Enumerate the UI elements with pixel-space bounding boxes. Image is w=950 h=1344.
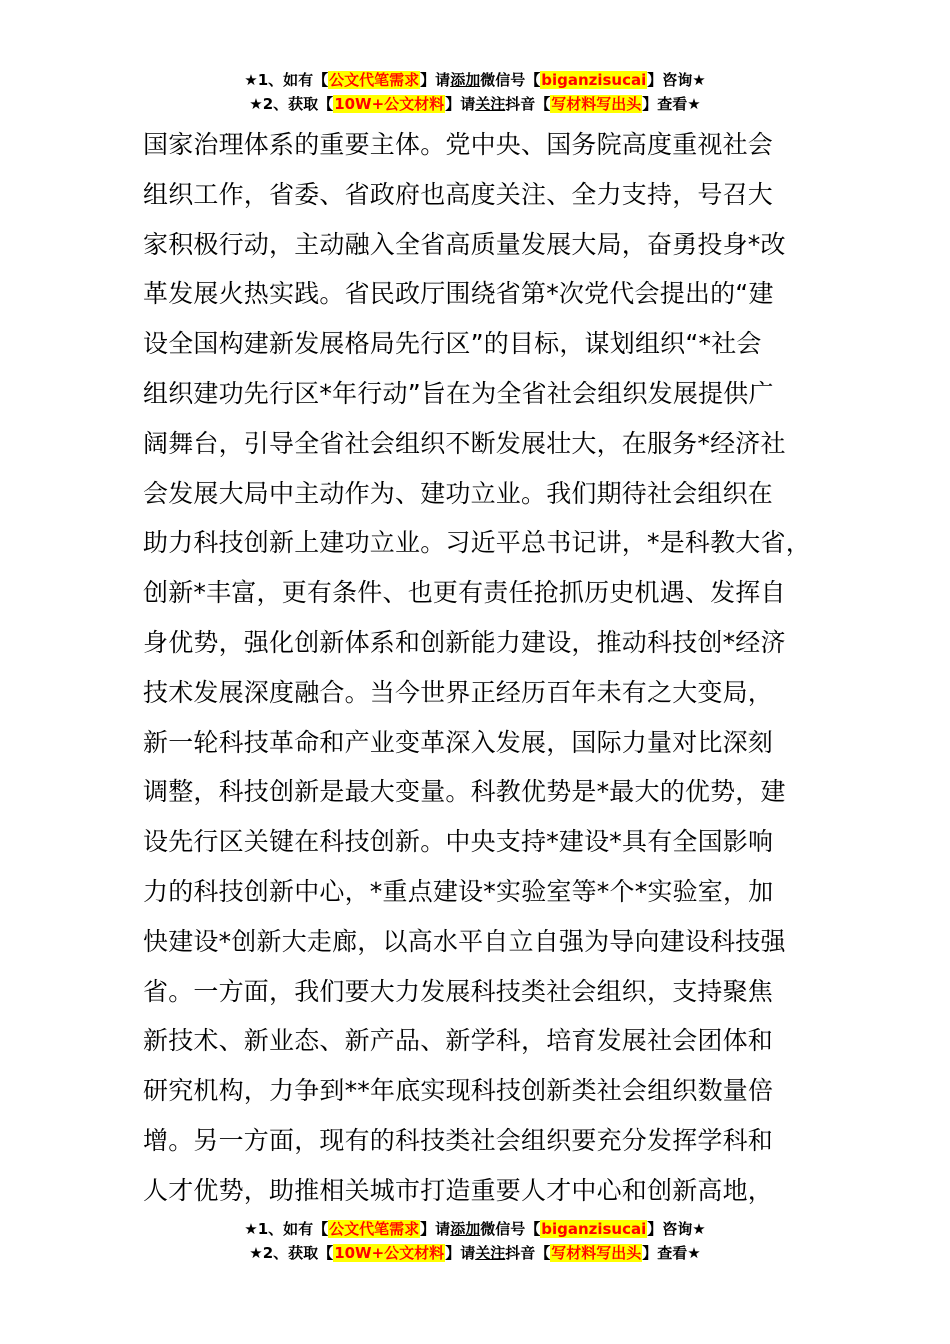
body-line: 调整，科技创新是最大变量。科教优势是*最大的优势，建 bbox=[143, 777, 786, 807]
body-line: 阔舞台，引导全省社会组织不断发展壮大，在服务*经济社 bbox=[143, 428, 786, 458]
promo-line-2-mid: 】请 bbox=[445, 95, 476, 113]
promo-line-1-prefix: ★1、如有【 bbox=[244, 71, 329, 89]
promo-line-1-underline: 添加 bbox=[450, 71, 481, 89]
promo-line-2 bbox=[0, 1241, 950, 1265]
promo-line-2-highlight-douyin: 写材料写出头 bbox=[551, 95, 642, 113]
promo-line-1 bbox=[0, 1217, 950, 1241]
body-line: 新一轮科技革命和产业变革深入发展，国际力量对比深刻 bbox=[143, 727, 774, 757]
promo-line-2-suffix: 】查看★ bbox=[642, 1244, 701, 1262]
promo-line-2-prefix: ★2、获取【 bbox=[249, 1244, 334, 1262]
promo-line-1-mid2: 微信号【 bbox=[480, 71, 541, 89]
promo-line-1-suffix: 】咨询★ bbox=[647, 1220, 706, 1238]
promo-line-2-prefix: ★2、获取【 bbox=[249, 95, 334, 113]
promo-line-1-mid2: 微信号【 bbox=[480, 1220, 541, 1238]
promo-line-2-underline: 关注 bbox=[475, 95, 506, 113]
body-line: 会发展大局中主动作为、建功立业。我们期待社会组织在 bbox=[143, 478, 774, 508]
promo-line-1-highlight-wechat: biganzisucai bbox=[541, 1220, 647, 1238]
promo-line-2 bbox=[0, 92, 950, 116]
promo-line-1-underline: 添加 bbox=[450, 1220, 481, 1238]
promo-line-1-highlight-service: 公文代笔需求 bbox=[329, 1220, 420, 1238]
body-line: 组织建功先行区*年行动”旨在为全省社会组织发展提供广 bbox=[143, 378, 774, 408]
body-line: 设全国构建新发展格局先行区”的目标，谋划组织“*社会 bbox=[143, 329, 762, 359]
body-line: 技术发展深度融合。当今世界正经历百年未有之大变局， bbox=[143, 677, 774, 707]
body-line: 设先行区关键在科技创新。中央支持*建设*具有全国影响 bbox=[143, 827, 774, 857]
body-line: 研究机构，力争到**年底实现科技创新类社会组织数量倍 bbox=[143, 1076, 774, 1106]
promo-line-2-suffix: 】查看★ bbox=[642, 95, 701, 113]
body-line: 助力科技创新上建功立业。习近平总书记讲，*是科教大省， bbox=[143, 528, 811, 558]
body-line: 创新*丰富，更有条件、也更有责任抢抓历史机遇、发挥自 bbox=[143, 578, 786, 608]
promo-line-2-mid: 】请 bbox=[445, 1244, 476, 1262]
body-line: 快建设*创新大走廊，以高水平自立自强为导向建设科技强 bbox=[143, 926, 786, 956]
bottom-promo-banner bbox=[0, 1217, 950, 1265]
body-line: 身优势，强化创新体系和创新能力建设，推动科技创*经济 bbox=[143, 627, 786, 657]
body-line: 增。另一方面，现有的科技类社会组织要充分发挥学科和 bbox=[143, 1125, 774, 1155]
body-line: 省。一方面，我们要大力发展科技类社会组织，支持聚焦 bbox=[143, 976, 774, 1006]
top-promo-banner bbox=[0, 68, 950, 116]
promo-line-2-highlight-douyin: 写材料写出头 bbox=[551, 1244, 642, 1262]
body-line: 国家治理体系的重要主体。党中央、国务院高度重视社会 bbox=[143, 130, 774, 159]
promo-line-1 bbox=[0, 68, 950, 92]
promo-line-1-highlight-service: 公文代笔需求 bbox=[329, 71, 420, 89]
promo-line-2-mid2: 抖音【 bbox=[505, 95, 551, 113]
promo-line-1-suffix: 】咨询★ bbox=[647, 71, 706, 89]
body-line: 组织工作，省委、省政府也高度关注、全力支持，号召大 bbox=[143, 179, 774, 209]
body-line: 人才优势，助推相关城市打造重要人才中心和创新高地， bbox=[143, 1175, 774, 1205]
promo-line-2-highlight-materials: 10W+公文材料 bbox=[334, 1244, 445, 1262]
body-line: 革发展火热实践。省民政厅围绕省第*次党代会提出的“建 bbox=[143, 279, 774, 309]
promo-line-1-mid: 】请 bbox=[420, 71, 451, 89]
body-line: 家积极行动，主动融入全省高质量发展大局，奋勇投身*改 bbox=[143, 229, 786, 259]
promo-line-2-highlight-materials: 10W+公文材料 bbox=[334, 95, 445, 113]
promo-line-1-prefix: ★1、如有【 bbox=[244, 1220, 329, 1238]
body-line: 新技术、新业态、新产品、新学科，培育发展社会团体和 bbox=[143, 1026, 774, 1056]
promo-line-2-mid2: 抖音【 bbox=[505, 1244, 551, 1262]
promo-line-2-underline: 关注 bbox=[475, 1244, 506, 1262]
promo-line-1-mid: 】请 bbox=[420, 1220, 451, 1238]
document-body bbox=[143, 120, 843, 1216]
body-line: 力的科技创新中心，*重点建设*实验室等*个*实验室，加 bbox=[143, 876, 774, 906]
promo-line-1-highlight-wechat: biganzisucai bbox=[541, 71, 647, 89]
